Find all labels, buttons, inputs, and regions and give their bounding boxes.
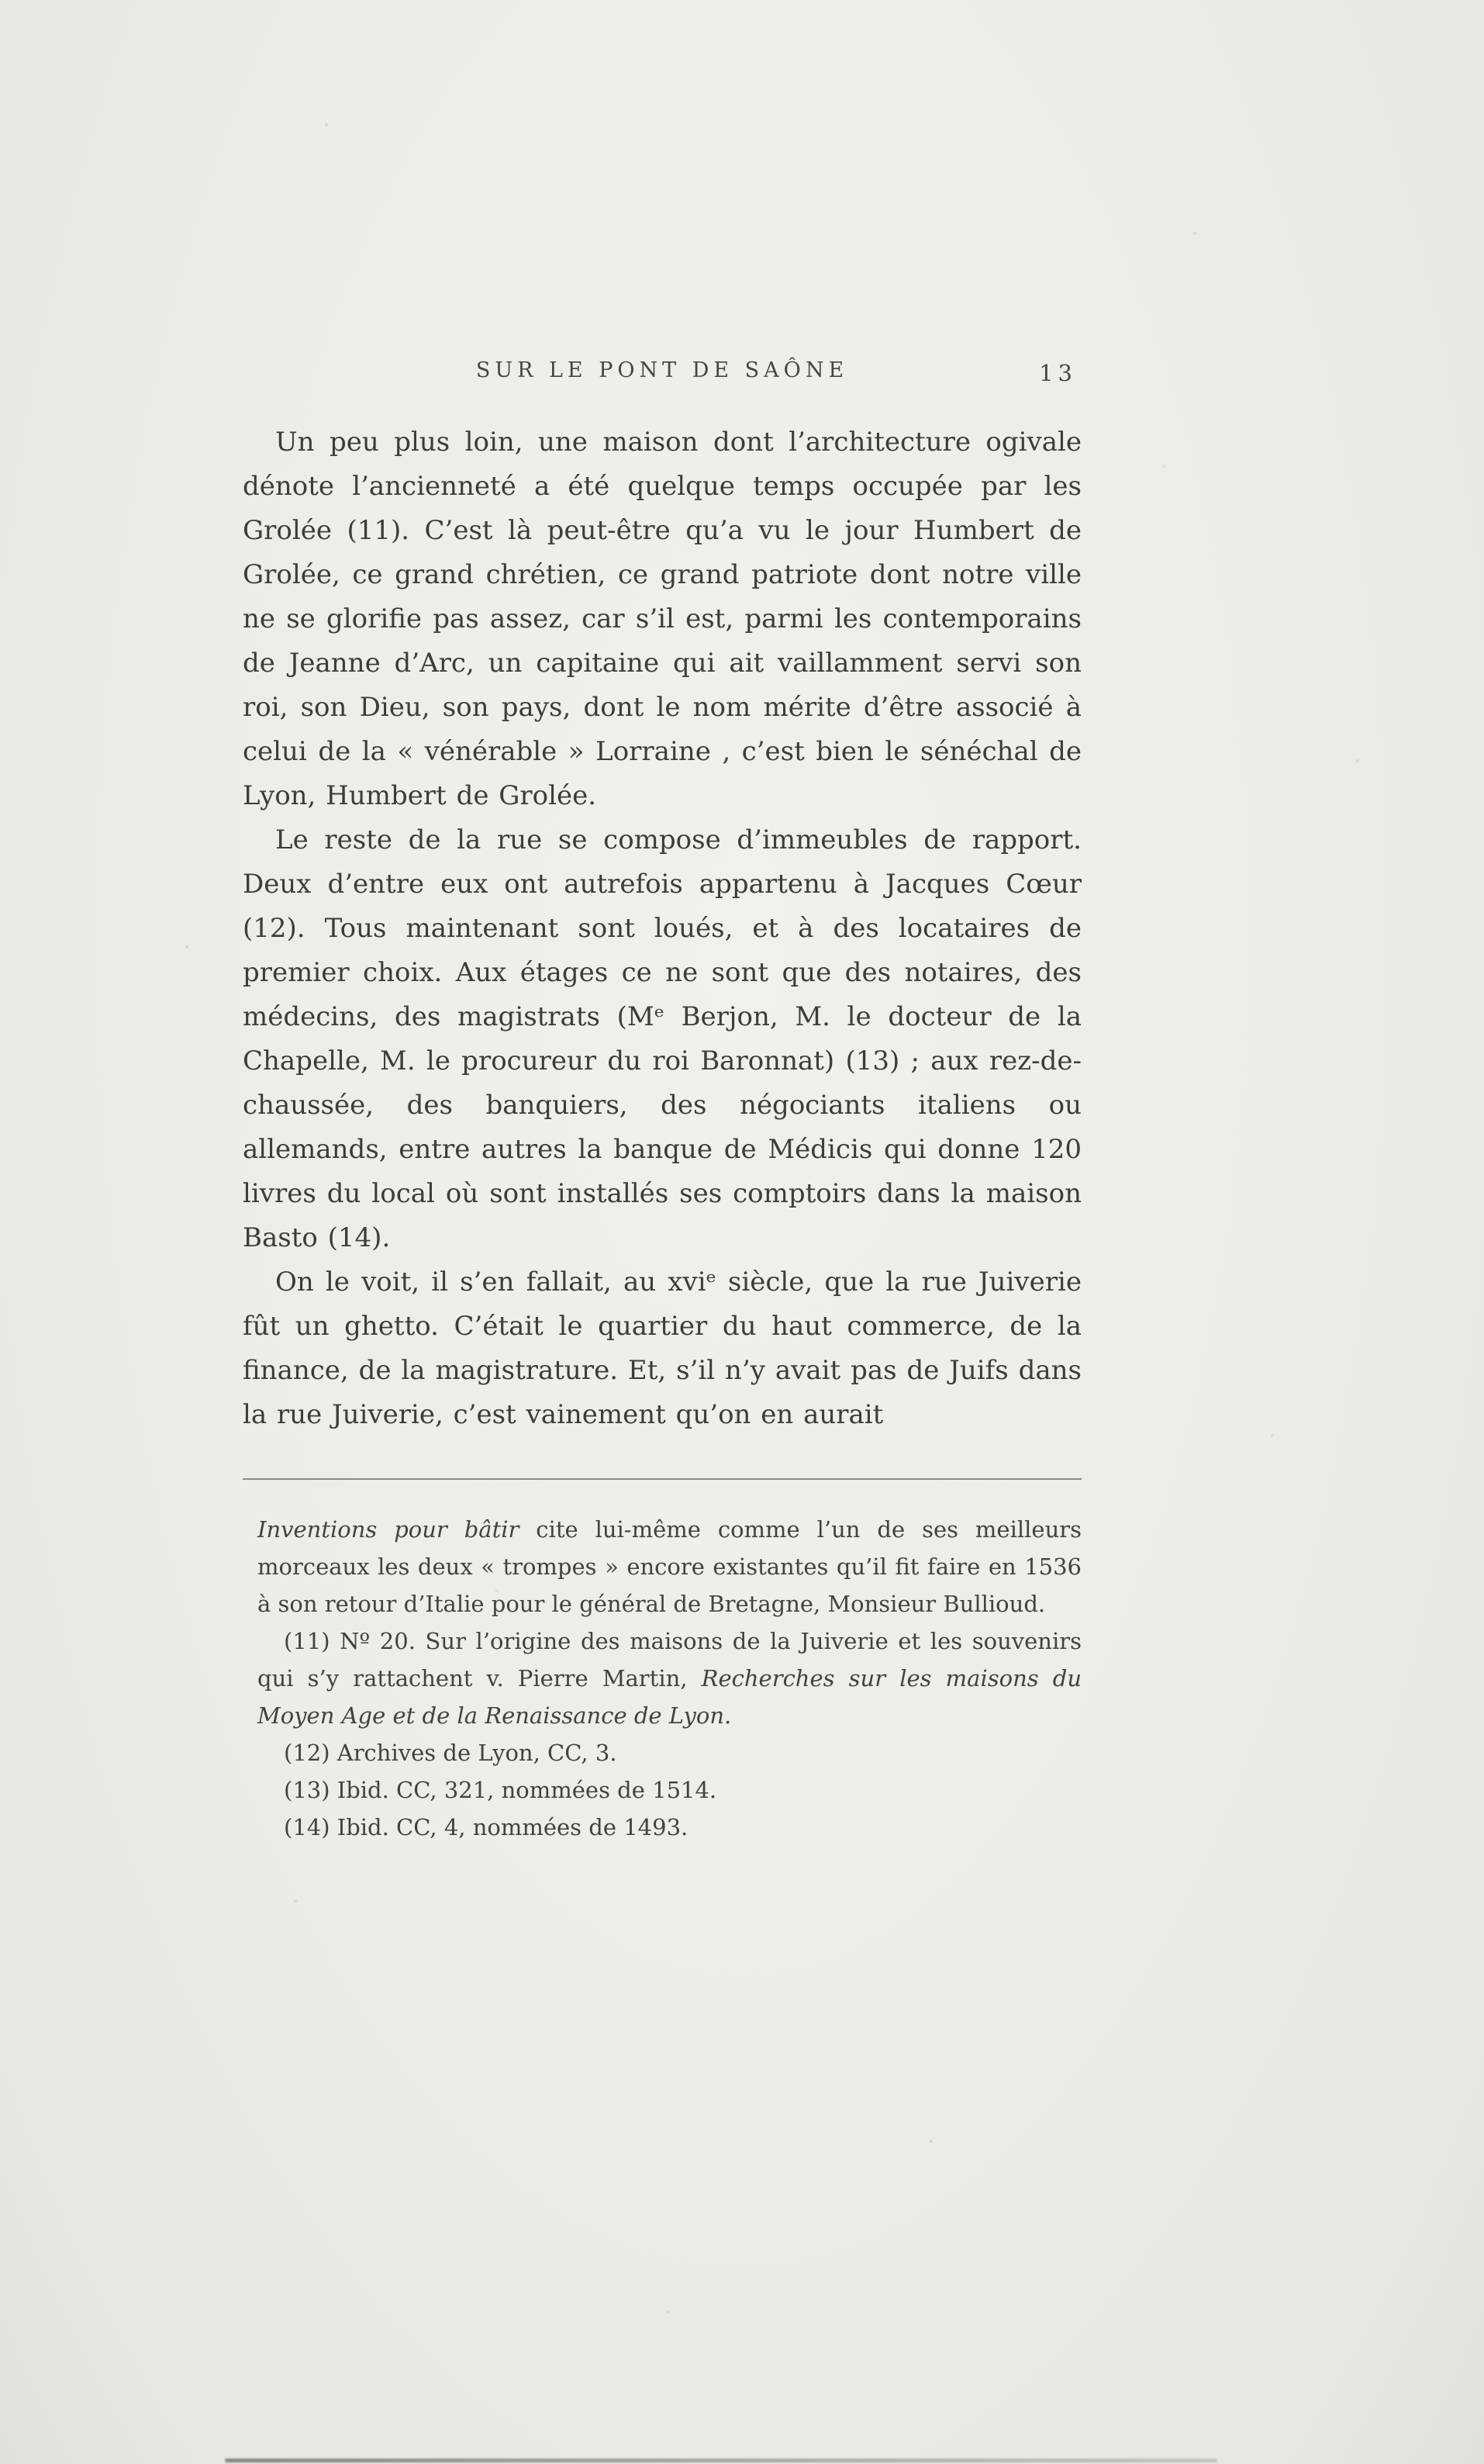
paragraph-1: Un peu plus loin, une maison dont l’architecture ogivale dénote l’ancienneté a été quelque temps occupée par les Grolée (11). C’est là peut-être qu’a vu le jour Humbert de Grolée, ce grand chrétien, ce grand patriote dont notre ville ne se glorifie pas assez, car s’il est, parmi les contemporains de Jeanne d’Arc, un capitaine qui ait vaillamment servi son roi, son Dieu, son pays, dont le nom mérite d’être associé à celui de la « vénérable » Lorraine , c’est bien le sénéchal de Lyon, Humbert de Grolée. xyxy=(243,427,1082,811)
paragraph-2: Le reste de la rue se compose d’immeubles de rapport. Deux d’entre eux ont autrefois appartenu à Jacques Cœur (12). Tous maintenant sont loués, et à des locataires de premier choix. Aux étages ce ne sont que des notaires, des médecins, des magistrats (Mᵉ Berjon, M. le docteur de la Chapelle, M. le procureur du roi Baronnat) (13) ; aux rez-de-chaussée, des banquiers, des négociants italiens ou allemands, entre autres la banque de Médicis qui donne 120 livres du local où sont installés ses comptoirs dans la maison Basto (14). xyxy=(243,824,1082,1253)
footnote-12: (12) Archives de Lyon, CC, 3. xyxy=(284,1740,617,1766)
footnote-continuation xyxy=(257,1511,1082,1623)
paper-specks xyxy=(0,0,2,2)
footnotes-block xyxy=(257,1511,1082,1846)
footnote-text: cite lui-même comme l’un de ses meilleurs morceaux les deux « trompes » encore existantes qu’il fit faire en 1536 à son retour d’Italie pour le général de Bretagne, Monsieur Bullioud. xyxy=(257,1516,1082,1617)
paragraph-3: On le voit, il s’en fallait, au xviᵉ siècle, que la rue Juiverie fût un ghetto. C’était le quartier du haut commerce, de la finance, de la magistrature. Et, s’il n’y avait pas de Juifs dans la rue Juiverie, c’est vainement qu’on en aurait xyxy=(243,1267,1082,1430)
footnote-14: (14) Ibid. CC, 4, nommées de 1493. xyxy=(284,1814,689,1840)
scan-edge-artifact xyxy=(225,2459,1217,2462)
footnote-text: (11) Nº 20. Sur l’origine des maisons de la Juiverie et les souvenirs qui s’y rattachent v. Pierre Martin, xyxy=(257,1628,1082,1692)
footnote-italic-title: Inventions pour bâtir xyxy=(257,1516,519,1543)
body-text xyxy=(243,420,1082,1437)
footnote-11 xyxy=(257,1623,1082,1734)
footnote-separator xyxy=(243,1478,1082,1480)
running-title: SUR LE PONT DE SAÔNE xyxy=(475,358,849,382)
footnote-13: (13) Ibid. CC, 321, nommées de 1514. xyxy=(284,1777,717,1803)
page-number: 13 xyxy=(1039,360,1077,386)
page-header xyxy=(243,358,1082,389)
footnote-italic-title: Recherches sur les maisons du Moyen Age et de la Renaissance de Lyon. xyxy=(257,1665,1082,1729)
